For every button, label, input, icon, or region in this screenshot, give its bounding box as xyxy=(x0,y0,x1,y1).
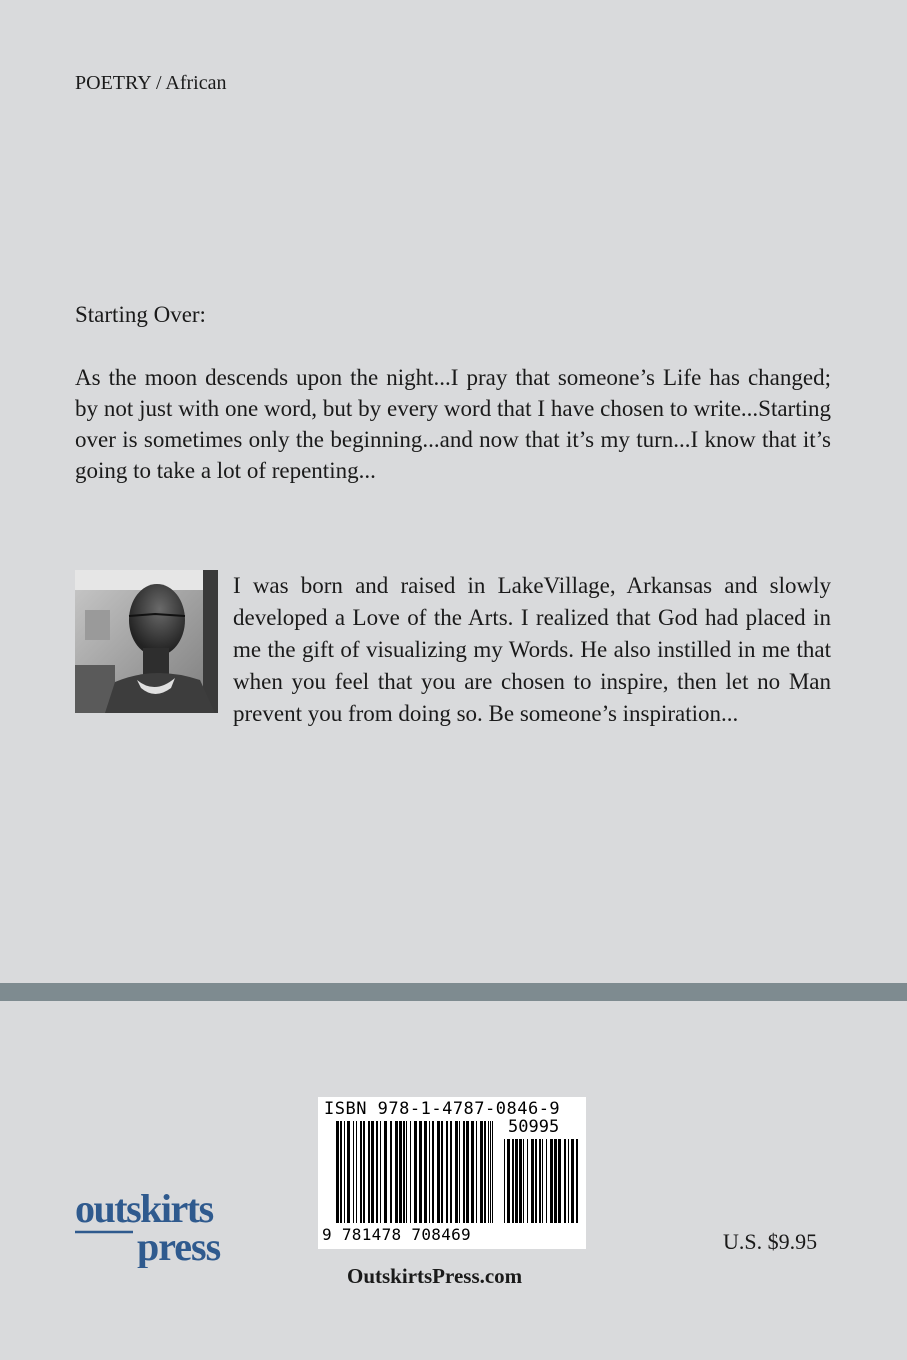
svg-text:press: press xyxy=(137,1224,221,1268)
divider-bar xyxy=(0,983,907,1001)
svg-text:outskirts: outskirts xyxy=(75,1188,213,1231)
category-label: POETRY / African xyxy=(75,72,227,94)
photo-spacer xyxy=(75,570,233,701)
barcode xyxy=(318,1097,586,1249)
price-code: 50995 xyxy=(508,1117,560,1137)
publisher-logo xyxy=(75,1188,240,1268)
barcode-digits: 9 781478 708469 xyxy=(322,1225,471,1244)
blurb-text: As the moon descends upon the night...I pray that someone’s Life has changed; by not just with one word, but by every word that I have chosen to write...Starting over is sometimes only the beginning...and now that it’s my turn...I know that it’s going to take a lot of repenting... xyxy=(75,365,831,483)
author-bio xyxy=(75,570,831,730)
blurb-title: Starting Over: xyxy=(75,302,206,327)
isbn-text: ISBN 978-1-4787-0846-9 xyxy=(324,1099,561,1119)
publisher-website: OutskirtsPress.com xyxy=(347,1264,523,1288)
price-label: U.S. $9.95 xyxy=(723,1229,818,1254)
author-bio-text: I was born and raised in LakeVillage, Arkansas and slowly developed a Love of the Arts. I realized that God had placed in me the gift of visualizing my Words. He also instilled in me that when you feel that you are chosen to inspire, then let no Man prevent you from doing so. Be someone’s inspiration... xyxy=(233,573,831,726)
